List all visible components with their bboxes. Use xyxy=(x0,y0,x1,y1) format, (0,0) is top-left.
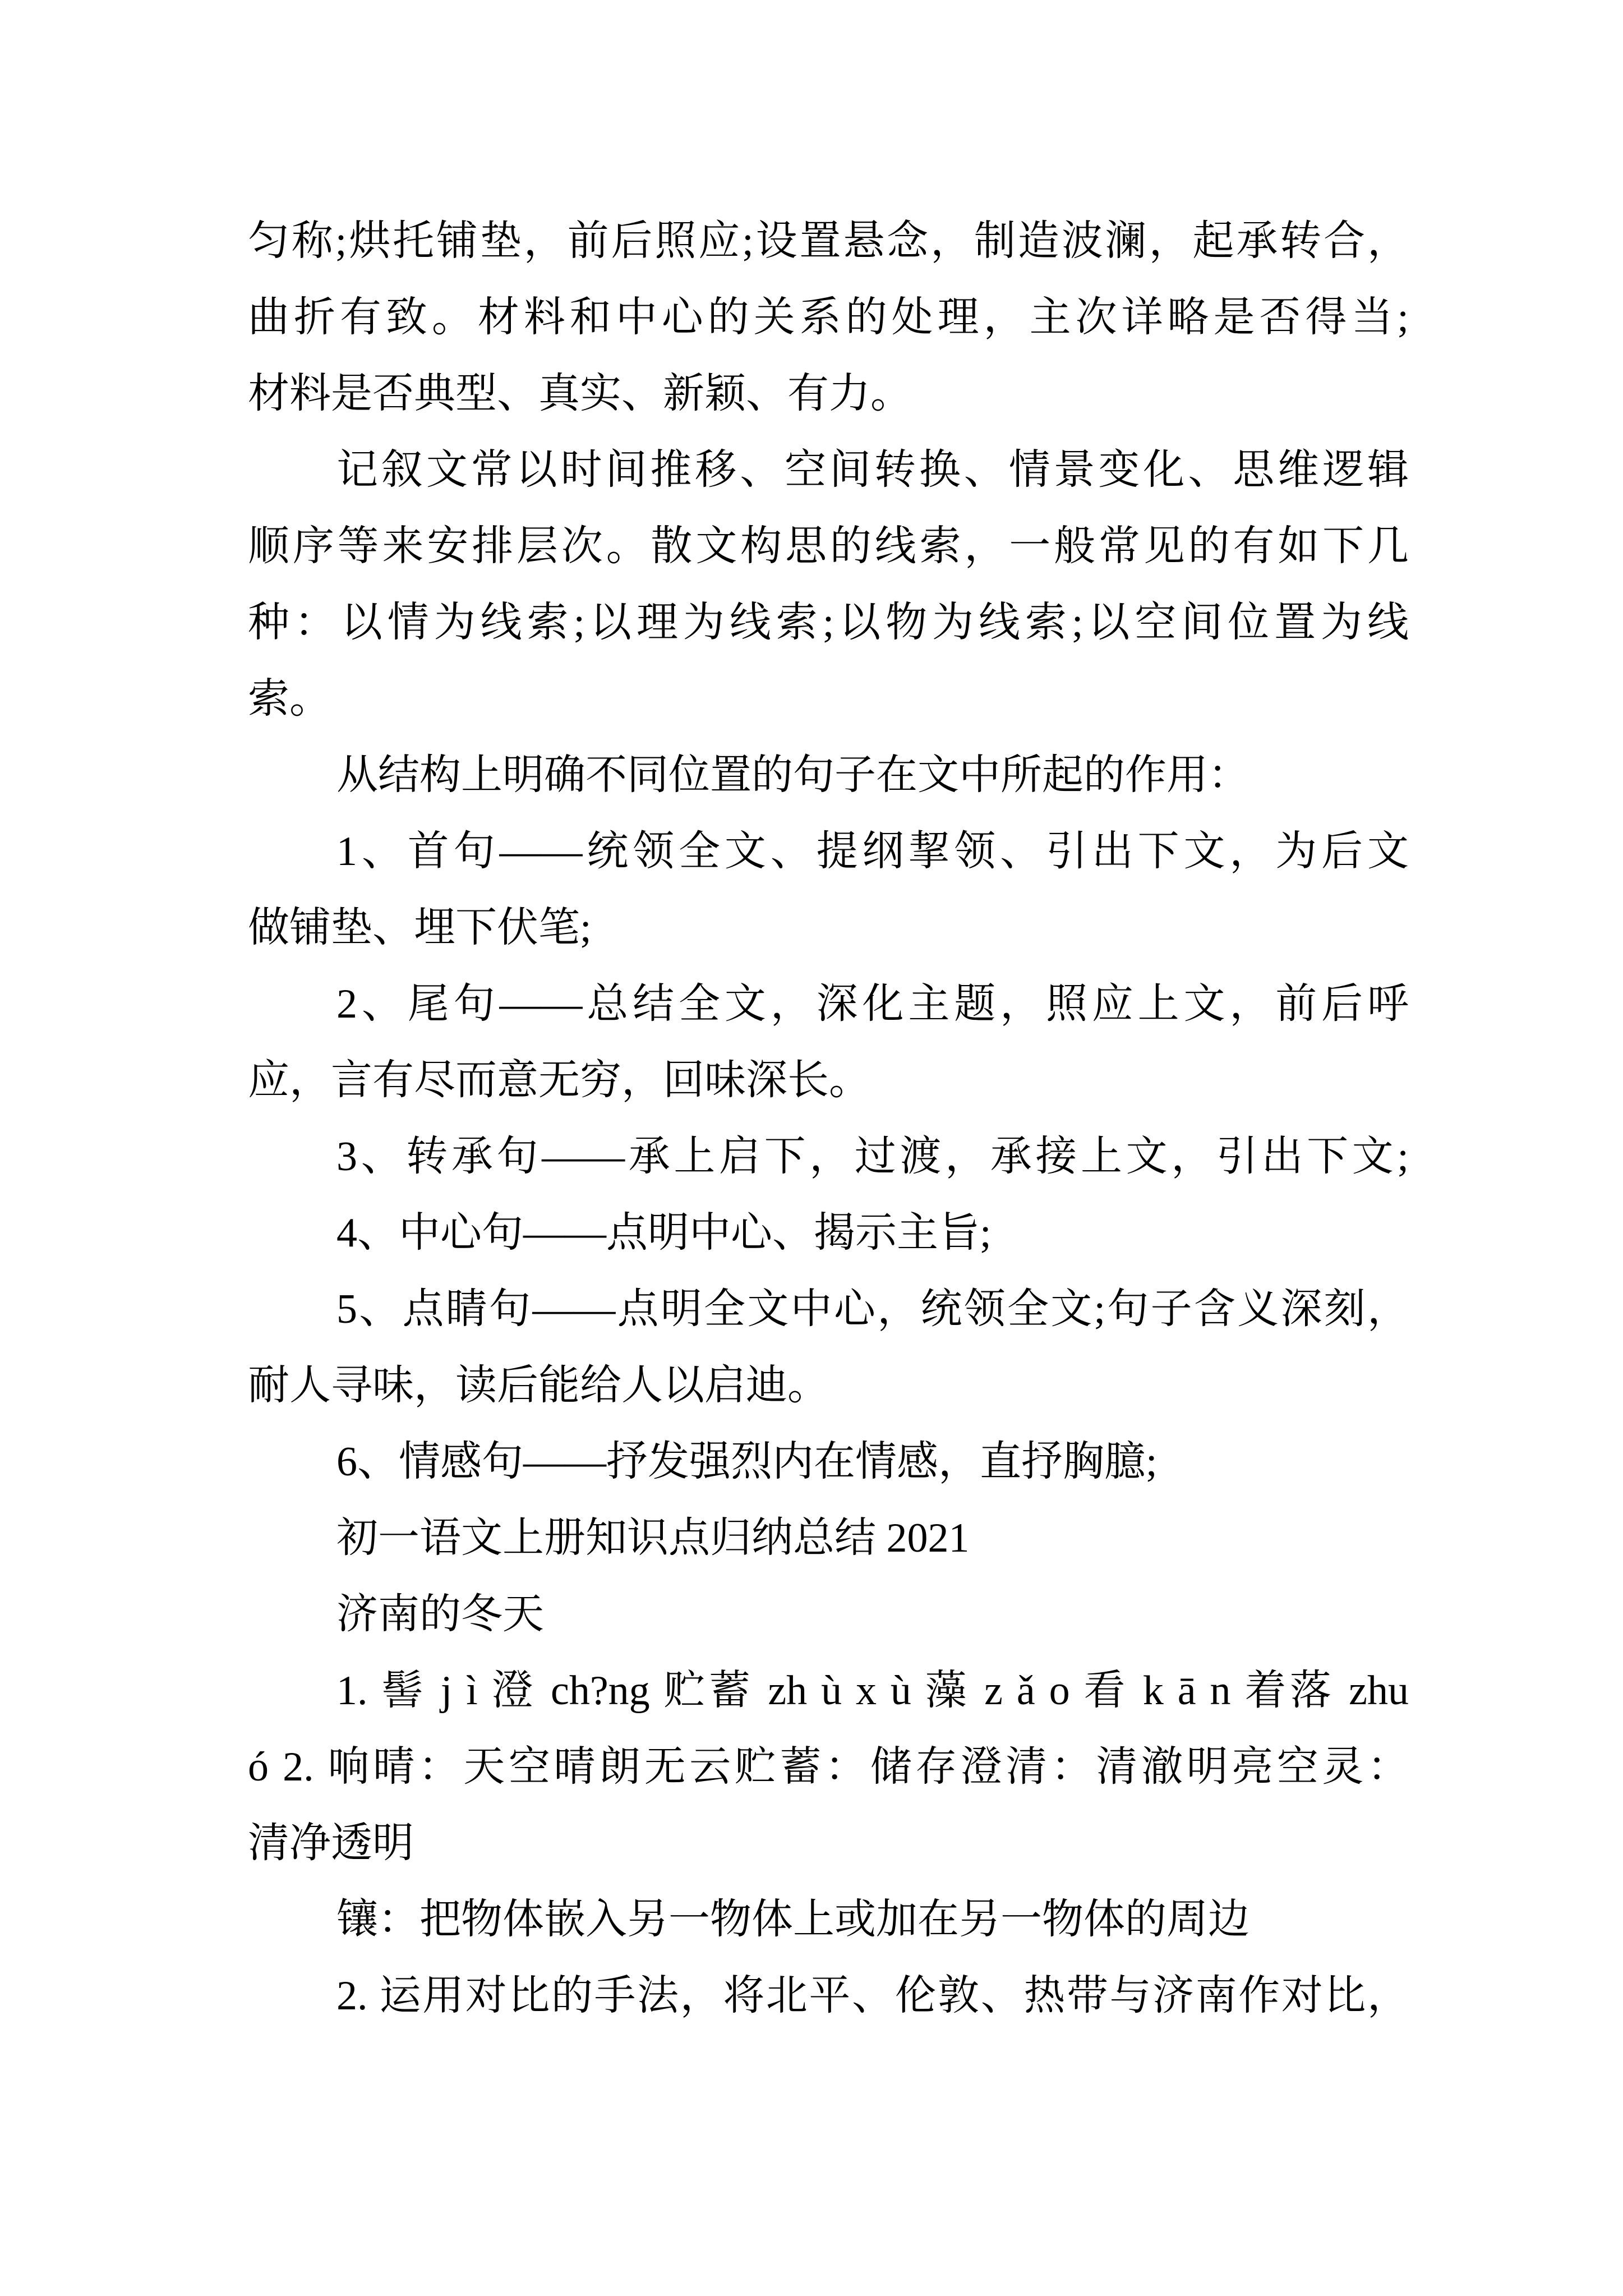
text-line: 应，言有尽而意无穷，回味深长。 xyxy=(248,1057,870,1103)
text-line: 初一语文上册知识点归纳总结 2021 xyxy=(336,1515,970,1561)
text-line: ó 2. 响晴：天空晴朗无云贮蓄：储存澄清：清澈明亮空灵： xyxy=(248,1744,1409,1790)
text-line: 顺序等来安排层次。散文构思的线索，一般常见的有如下几 xyxy=(248,523,1409,569)
text-line: 清净透明 xyxy=(248,1820,414,1866)
text-line: 材料是否典型、真实、新颖、有力。 xyxy=(248,371,912,417)
text-line: 曲折有致。材料和中心的关系的处理，主次详略是否得当; xyxy=(248,295,1409,341)
text-line: 种：以情为线索;以理为线索;以物为线索;以空间位置为线 xyxy=(248,600,1409,646)
text-line: 匀称;烘托铺垫，前后照应;设置悬念，制造波澜，起承转合， xyxy=(248,218,1409,264)
text-line: 索。 xyxy=(248,676,331,722)
document-body xyxy=(248,203,1409,2034)
text-line: 3、转承句——承上启下，过渡，承接上文，引出下文; xyxy=(336,1134,1409,1180)
text-line: 2. 运用对比的手法，将北平、伦敦、热带与济南作对比， xyxy=(336,1973,1409,2019)
text-line: 镶：把物体嵌入另一物体上或加在另一物体的周边 xyxy=(336,1897,1249,1943)
text-line: 济南的冬天 xyxy=(336,1591,544,1637)
text-line: 1. 髻 j ì 澄 ch?ng 贮蓄 zh ù x ù 藻 z ǎ o 看 k ā n 着落 zhu xyxy=(336,1668,1409,1714)
text-line: 从结构上明确不同位置的句子在文中所起的作用： xyxy=(336,752,1249,798)
text-line: 6、情感句——抒发强烈内在情感，直抒胸臆; xyxy=(336,1439,1158,1485)
text-line: 记叙文常以时间推移、空间转换、情景变化、思维逻辑 xyxy=(336,447,1409,493)
text-line: 2、尾句——总结全文，深化主题，照应上文，前后呼 xyxy=(336,981,1409,1027)
text-line: 5、点睛句——点明全文中心，统领全文;句子含义深刻， xyxy=(336,1286,1409,1332)
text-line: 1、首句——统领全文、提纲挈领、引出下文，为后文 xyxy=(336,829,1409,875)
text-line: 耐人寻味，读后能给人以启迪。 xyxy=(248,1363,829,1409)
text-line: 做铺垫、埋下伏笔; xyxy=(248,905,592,951)
text-line: 4、中心句——点明中心、揭示主旨; xyxy=(336,1210,992,1256)
